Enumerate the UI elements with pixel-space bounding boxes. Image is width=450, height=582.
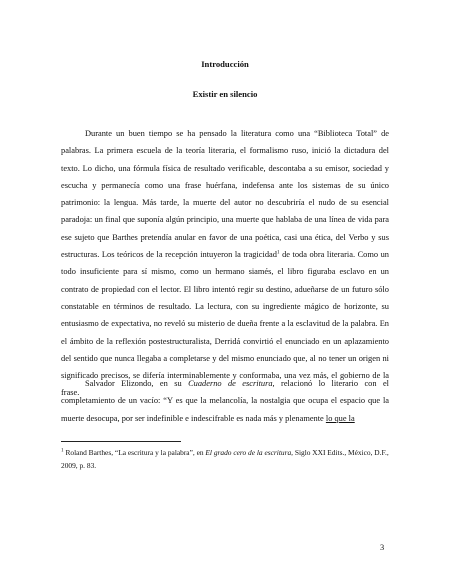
- book-title: Cuaderno de escritura: [188, 379, 273, 388]
- footnote-text-end: , Siglo XXI Edits., México, D.F., 2009, p. 83.: [61, 448, 389, 470]
- page-number: 3: [380, 543, 385, 552]
- footnote-reference: 1: [276, 249, 280, 256]
- body-paragraph-2: [61, 375, 389, 427]
- section-subtitle: Existir en silencio: [192, 89, 258, 99]
- paragraph-2-text: , relacionó lo literario con el completamiento de un vacío: “Y es que la melancolía, la nostalgia que ocupa el espacio que la muerte desocupa, por ser indefinible e indescifrable es nada más y plenamente: [61, 379, 389, 423]
- paragraph-2-lead: Salvador Elizondo, en su: [85, 379, 189, 388]
- body-paragraph-1: [61, 125, 389, 402]
- paragraph-1-text: Durante un buen tiempo se ha pensado la literatura como una “Biblioteca Total” de palabras. La primera escuela de la teoría literaria, el formalismo ruso, inició la dictadura del texto. Lo dicho, una fórmula física de resultado verificable, descontaba a su emisor, sociedad y escucha y permanecía como una frase huérfana, indefensa ante los sistemas de su único patrimonio: la lengua. Más tarde, la muerte del autor no descubriría el nudo de su esencial paradoja: un final que suponía algún principio, una muerte que hablaba de una línea de vida para ese sujeto que Barthes pretendía anular en favor de una poética, casi una ética, del Verbo y sus estructuras. Los teóricos de la recepción intuyeron la tragicidad: [61, 129, 389, 260]
- footnote-divider: [61, 441, 181, 442]
- footnote-book-title: El grado cero de la escritura: [205, 448, 292, 457]
- paragraph-1-continuation: de toda obra literaria. Como un todo insuficiente para sí mismo, como un hermano siamés, el libro figuraba esclavo en un contrato de propiedad con el lector. El libro intentó regir su destino, adueñarse de un futuro sólo constatable en términos de resultado. La lectura, con su ingrediente mágico de horizonte, su entusiasmo de expectativa, no reveló su misterio de dueña frente a la esclavitud de la palabra. En el ámbito de la reflexión postestructuralista, Derridá convirtió el enunciado en un aplazamiento del sentido que nunca llegaba a completarse y del mismo enunciado que, al no tener un origen ni significado precisos, se difería interminablemente y conformaba, una vez más, el gobierno de la frase.: [61, 250, 389, 398]
- footnote-text: Roland Barthes, “La escritura y la palabra”, en: [63, 448, 206, 457]
- footnote: [61, 447, 389, 472]
- footnote-mark: 1: [61, 447, 64, 454]
- page-title: Introducción: [201, 59, 249, 69]
- underlined-text: lo que la: [325, 413, 355, 423]
